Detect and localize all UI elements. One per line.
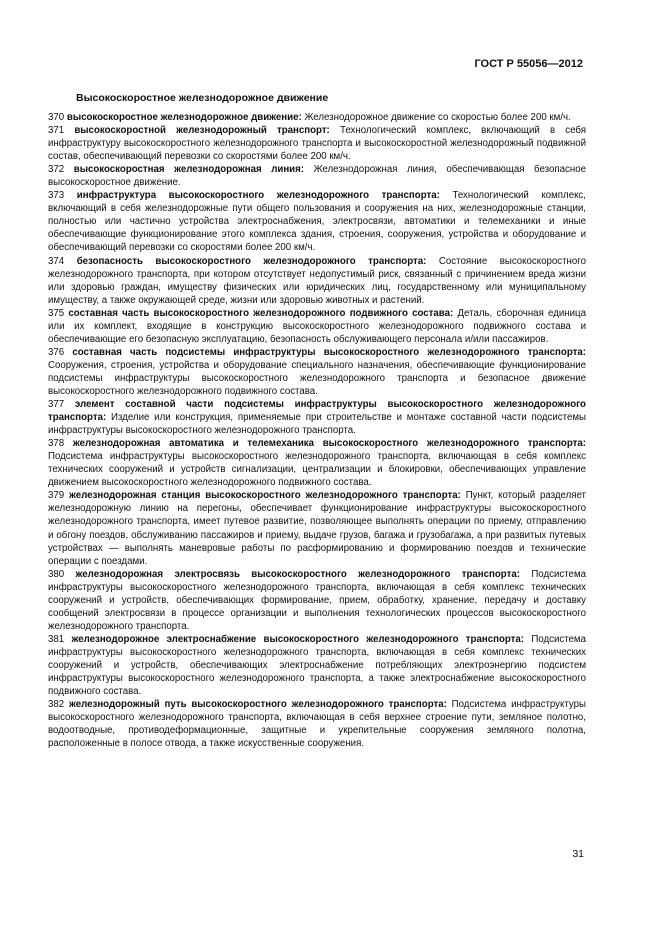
term-number: 376 [48,346,65,358]
term-definition: Подсистема инфраструктуры высокоскоростного железнодорожного транспорта, включающая в себя комплекс технических сооружений и устройств, обеспечивающих электроснабжение потребляющих электроэнергию подсистем инфраструктуры высокоскоростного железнодорожного транспорта, а также электроснабжение высокоскоростного подвижного состава. [48,633,586,698]
term-entry-375 [48,307,586,346]
term-entry-382 [48,698,586,750]
term-entry-370 [48,111,586,124]
term-number: 370 [48,112,65,123]
term-entry-381 [48,633,586,698]
term-name: железнодорожная автоматика и телемеханика высокоскоростного железнодорожного транспорта: [72,438,586,450]
term-entry-376 [48,346,586,398]
term-definition: Деталь, сборочная единица или их комплект, входящие в конструкцию высокоскоростного железнодорожного подвижного состава и обеспечивающие его безопасную эксплуатацию, безопасность обслуживающего персонала и/или пассажиров. [48,307,586,345]
term-name: железнодорожное электроснабжение высокоскоростного железнодорожного транспорта: [71,633,525,645]
term-name: высокоскоростной железнодорожный транспорт: [74,125,330,137]
term-name: составная часть подсистемы инфраструктуры высокоскоростного железнодорожного транспорта: [72,346,586,358]
term-number: 382 [48,699,65,711]
term-entry-371 [48,124,586,163]
term-name: железнодорожная станция высокоскоростного железнодорожного транспорта: [69,490,461,502]
term-definition: Технологический комплекс, включающий в себя инфраструктуру высокоскоростного железнодорожного транспорта и высокоскоростной железнодорожный подвижной состав, обеспечивающий перевозки со скоростями более 200 км/ч. [48,125,586,163]
term-number: 373 [48,190,65,202]
term-number: 374 [48,255,65,267]
term-number: 371 [48,125,65,137]
term-definition: Пункт, который разделяет железнодорожную линию на перегоны, обеспечивает функционирование инфраструктуры высокоскоростного железнодорожного транспорта, имеет путевое развитие, позволяющее выполнять операции по приему, отправлению и обгону поездов, обслуживанию пассажиров и приему, выдаче грузов, багажа и грузобагажа, а при развитых путевых устройствах — выполнять маневровые работы по расформированию и формированию поездов и технические операции с поездами. [48,490,586,567]
term-name: высокоскоростная железнодорожная линия: [73,164,305,176]
section-heading: Высокоскоростное железнодорожное движение [76,92,329,104]
page-number: 31 [572,848,584,860]
term-number: 372 [48,164,65,176]
term-entry-380 [48,568,586,633]
term-name: железнодорожный путь высокоскоростного железнодорожного транспорта: [68,699,447,711]
term-definition: Сооружения, строения, устройства и оборудование специального назначения, обеспечивающие функционирование подсистемы инфраструктуры высокоскоростного железнодорожного транспорта и безопасное движение высокоскоростного железнодорожного подвижного состава. [48,359,586,397]
term-definition: Железнодорожное движение со скоростью более 200 км/ч. [304,112,571,123]
term-definition: Подсистема инфраструктуры высокоскоростного железнодорожного транспорта, включающая в себя комплекс технических сооружений и устройств сигнализации, централизации и блокировки, обеспечивающих управление движением высокоскоростного железнодорожного подвижного состава. [48,451,586,489]
term-entry-379 [48,489,586,567]
standard-designation: ГОСТ Р 55056—2012 [474,58,583,70]
term-entry-374 [48,255,586,307]
term-name: составная часть высокоскоростного железнодорожного подвижного состава: [68,307,454,319]
term-definition: Железнодорожная линия, обеспечивающая безопасное высокоскоростное движение. [48,164,586,189]
term-name: элемент составной части подсистемы инфраструктуры высокоскоростного железнодорожного транспорта: [48,399,586,424]
term-definition: Изделие или конструкция, применяемые при строительстве и монтаже составной части подсистемы инфраструктуры высокоскоростного железнодорожного транспорта. [48,412,586,437]
term-name: высокоскоростное железнодорожное движение: [66,112,302,123]
term-name: железнодорожная электросвязь высокоскоростного железнодорожного транспорта: [75,568,520,580]
term-definition: Подсистема инфраструктуры высокоскоростного железнодорожного транспорта, включающая в себя верхнее строение пути, земляное полотно, водоотводные, противодеформационные, защитные и укрепительные сооружения земляного полотна, расположенные в полосе отвода, а также искусственные сооружения. [48,699,586,750]
term-name: инфраструктура высокоскоростного железнодорожного транспорта: [76,190,440,202]
term-name: безопасность высокоскоростного железнодорожного транспорта: [76,255,427,267]
term-number: 380 [48,568,65,580]
term-number: 377 [48,399,65,411]
term-entry-373 [48,189,586,254]
term-definition: Состояние высокоскоростного железнодорожного транспорта, при котором отсутствует недопустимый риск, связанный с причинением вреда жизни или здоровью граждан, имуществу физических или юридических лиц, государственному или муниципальному имуществу, а также окружающей среде, жизни или здоровью животных и растений. [48,255,587,306]
term-entry-378 [48,437,586,489]
term-number: 375 [48,307,65,319]
term-definition: Технологический комплекс, включающий в себя железнодорожные пути общего пользования и сооружения на них, железнодорожные станции, полностью или частично устройства электроснабжения, электросвязи, автоматики и телемеханики и иные обеспечивающие функционирование этого комплекса здания, строения, сооружения, устройства и оборудование и обеспечивающий перевозки со скоростями более 200 км/ч. [48,190,586,254]
terms-list [48,111,586,750]
term-number: 381 [48,633,65,645]
term-number: 378 [48,438,65,450]
term-definition: Подсистема инфраструктуры высокоскоростного железнодорожного транспорта, включающая в себя комплекс технических сооружений и устройств, обеспечивающих формирование, прием, обработку, хранение, передачу и доставку сообщений электросвязи в процессе организации и выполнения технологических процессов высокоскоростного железнодорожного транспорта. [48,568,586,632]
term-entry-372 [48,163,586,189]
term-entry-377 [48,398,586,437]
term-number: 379 [48,490,65,502]
